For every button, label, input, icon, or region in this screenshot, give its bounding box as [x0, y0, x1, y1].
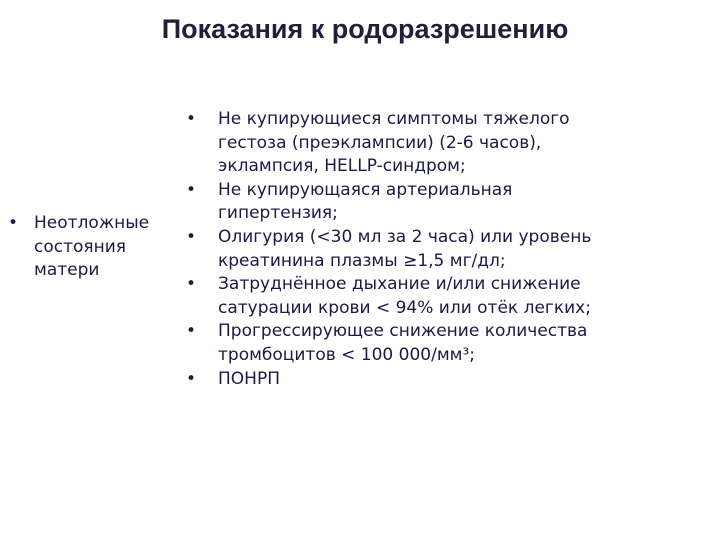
bullet-text: Неотложные состояния матери [34, 213, 150, 281]
bullet-item-severe-gestosis [186, 108, 656, 179]
bullet-icon: • [186, 226, 197, 247]
bullet-icon: • [186, 321, 197, 342]
bullet-item-thrombocytopenia [186, 320, 656, 367]
bullet-icon: • [186, 179, 197, 200]
left-column [8, 212, 178, 283]
bullet-item-maternal-emergencies [8, 212, 178, 283]
bullet-text: Не купирующаяся артериальная гипертензия; [218, 179, 513, 224]
bullet-item-breathing [186, 273, 656, 320]
bullet-item-ponrp [186, 368, 656, 392]
slide-title: Показания к родоразрешению [161, 14, 569, 44]
bullet-icon: • [8, 213, 19, 233]
bullet-text: Прогрессирующее снижение количества тромбоцитов < 100 000/мм³; [218, 321, 588, 365]
bullet-text: Олигурия (<30 мл за 2 часа) или уровень креатинина плазмы ≥1,5 мг/дл; [218, 226, 592, 271]
right-column [186, 108, 656, 391]
bullet-icon: • [186, 274, 197, 295]
bullet-text: ПОНРП [218, 368, 280, 389]
bullet-icon: • [186, 109, 197, 129]
bullet-text: Не купирующиеся симптомы тяжелого гестоза (преэклампсии) (2-6 часов), эклампсия, HELLP-синдром; [218, 109, 570, 177]
bullet-icon: • [186, 368, 197, 389]
bullet-item-hypertension [186, 179, 656, 226]
bullet-text: Затруднённое дыхание и/или снижение сатурации крови < 94% или отёк легких; [218, 274, 591, 318]
bullet-item-oliguria [186, 226, 656, 273]
